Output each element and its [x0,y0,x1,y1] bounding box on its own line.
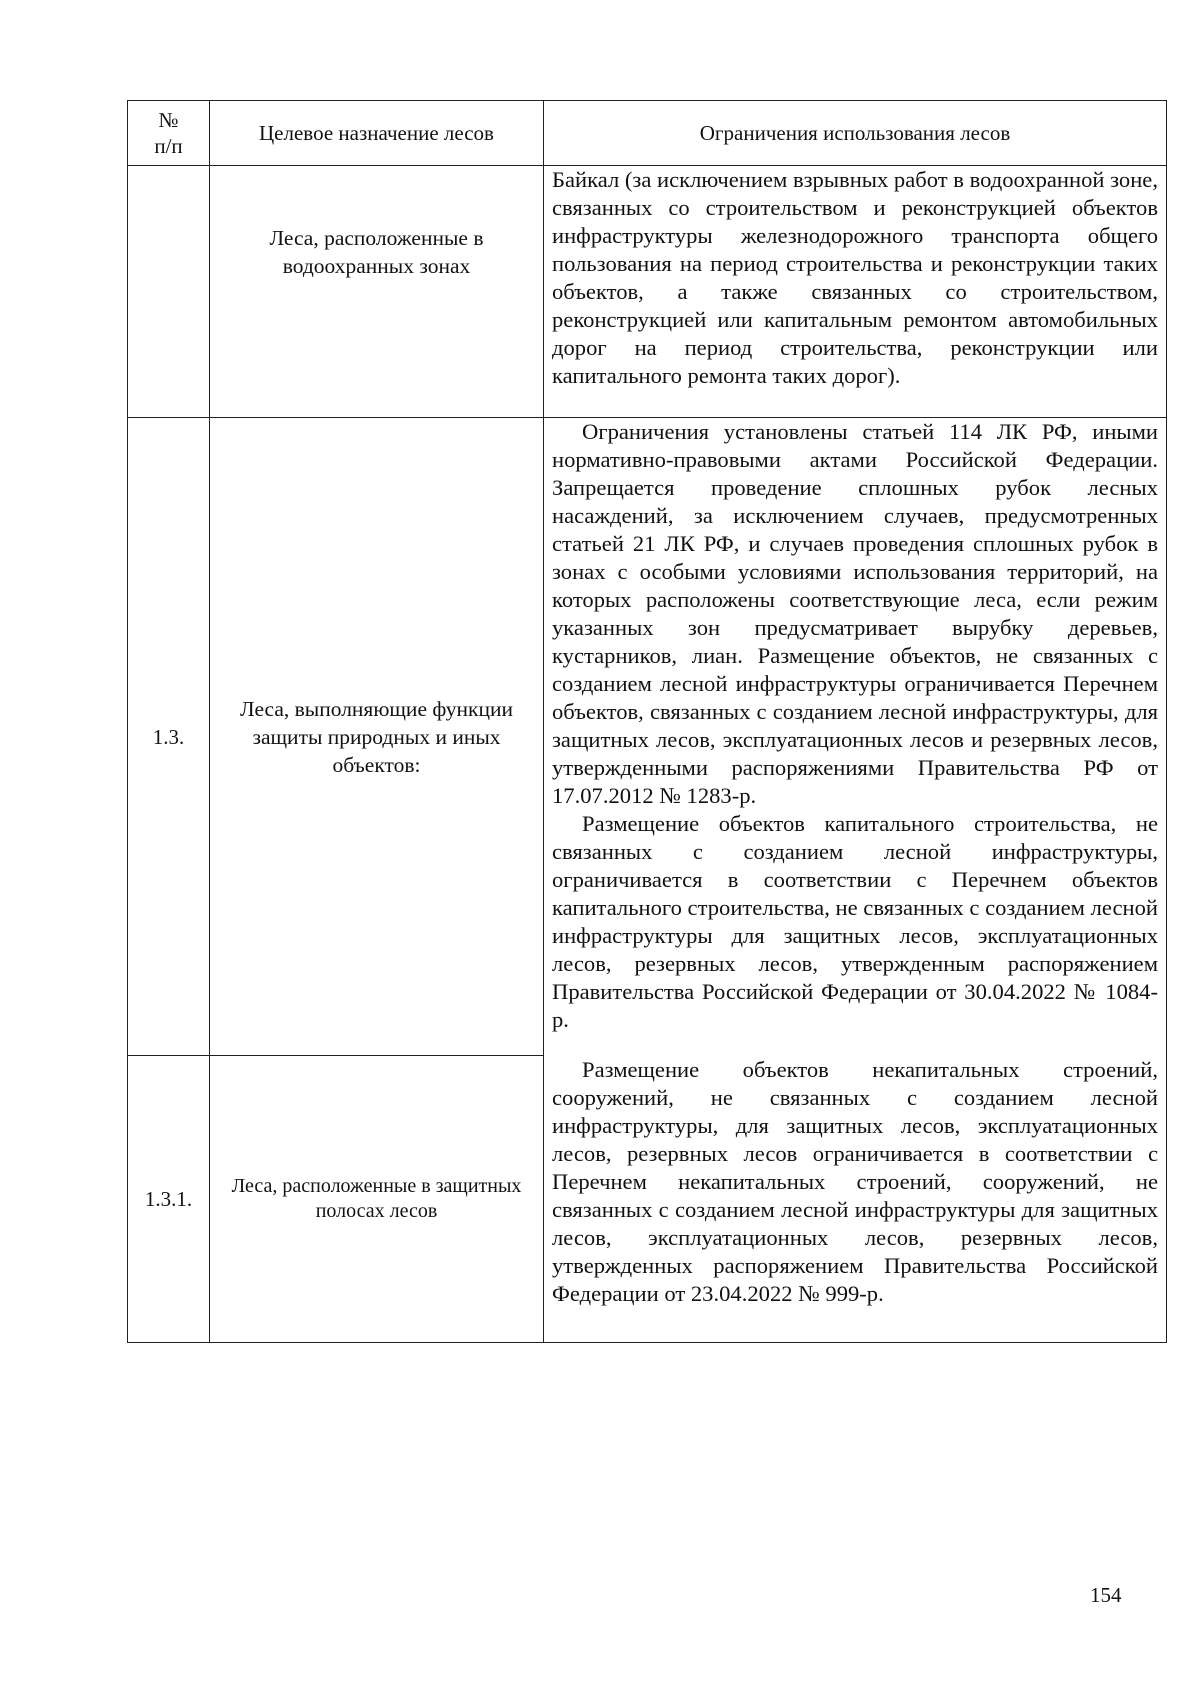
restriction-paragraph: Размещение объектов некапитальных строений, сооружений, не связанных с созданием лесной инфраструктуры, для защитных лесов, эксплуатационных лесов, резервных лесов ограничивается в соответствии с Перечнем некапитальных строений, сооружений, не связанных с созданием лесной инфраструктуры для защитных лесов, эксплуатационных лесов, резервных лесов, утвержденных распоряжением Правительства Российской Федерации от 23.04.2022 № 999-р. [552,1056,1158,1306]
row-restrictions-cell [544,166,1167,418]
table-header-row [128,101,1167,166]
table-row [128,166,1167,418]
row-purpose-cell [210,166,544,418]
header-number [128,101,210,166]
table-row [128,1056,1167,1343]
header-number-line2: п/п [154,134,183,158]
row-purpose: Леса, расположенные в водоохранных зонах [269,226,484,278]
row-number: 1.3.1. [144,1187,193,1211]
page-number: 154 [1090,1583,1122,1607]
row-purpose-cell [210,1056,544,1343]
restriction-paragraph: Ограничения установлены статьей 114 ЛК РФ, иными нормативно-правовыми актами Российской Федерации. Запрещается проведение сплошных рубок лесных насаждений, за исключением случаев, предусмотренных статьей 21 ЛК РФ, и случаев проведения сплошных рубок в зонах с особыми условиями использования территорий, на которых расположены соответствующие леса, если режим указанных зон предусматривает вырубку деревьев, кустарников, лиан. Размещение объектов, не связанных с созданием лесной инфраструктуры ограничивается Перечнем объектов, связанных с созданием лесной инфраструктуры, для защитных лесов, эксплуатационных лесов и резервных лесов, утвержденными распоряжениями Правительства РФ от 17.07.2012 № 1283-р. [552,419,1158,808]
row-restrictions-cell [544,1056,1167,1343]
row-purpose-cell [210,418,544,1056]
row-number-cell [128,418,210,1056]
row-purpose: Леса, расположенные в защитных полосах лесов [231,1175,522,1222]
row-number-cell [128,1056,210,1343]
row-number-cell [128,166,210,418]
header-purpose: Целевое назначение лесов [210,101,544,166]
header-number-line1: № [158,108,179,132]
restriction-paragraph: Байкал (за исключением взрывных работ в водоохранной зоне, связанных со строительством и реконструкцией объектов инфраструктуры железнодорожного транспорта общего пользования на период строительства и реконструкции таких объектов, а также связанных со строительством, реконструкцией или капитальным ремонтом автомобильных дорог на период строительства, реконструкции или капитального ремонта таких дорог). [552,167,1158,388]
row-number: 1.3. [152,724,185,749]
row-purpose: Леса, выполняющие функции защиты природных и иных объектов: [240,696,513,777]
forest-restrictions-table [127,100,1167,1343]
restriction-paragraph: Размещение объектов капитального строительства, не связанных с созданием лесной инфраструктуры, ограничивается в соответствии с Перечнем объектов капитального строительства, не связанных с созданием лесной инфраструктуры для защитных лесов, эксплуатационных лесов, резервных лесов, утвержденным распоряжением Правительства Российской Федерации от 30.04.2022 № 1084-р. [552,811,1158,1032]
row-restrictions-cell [544,418,1167,1056]
table-row [128,418,1167,1056]
header-restrictions: Ограничения использования лесов [544,101,1167,166]
